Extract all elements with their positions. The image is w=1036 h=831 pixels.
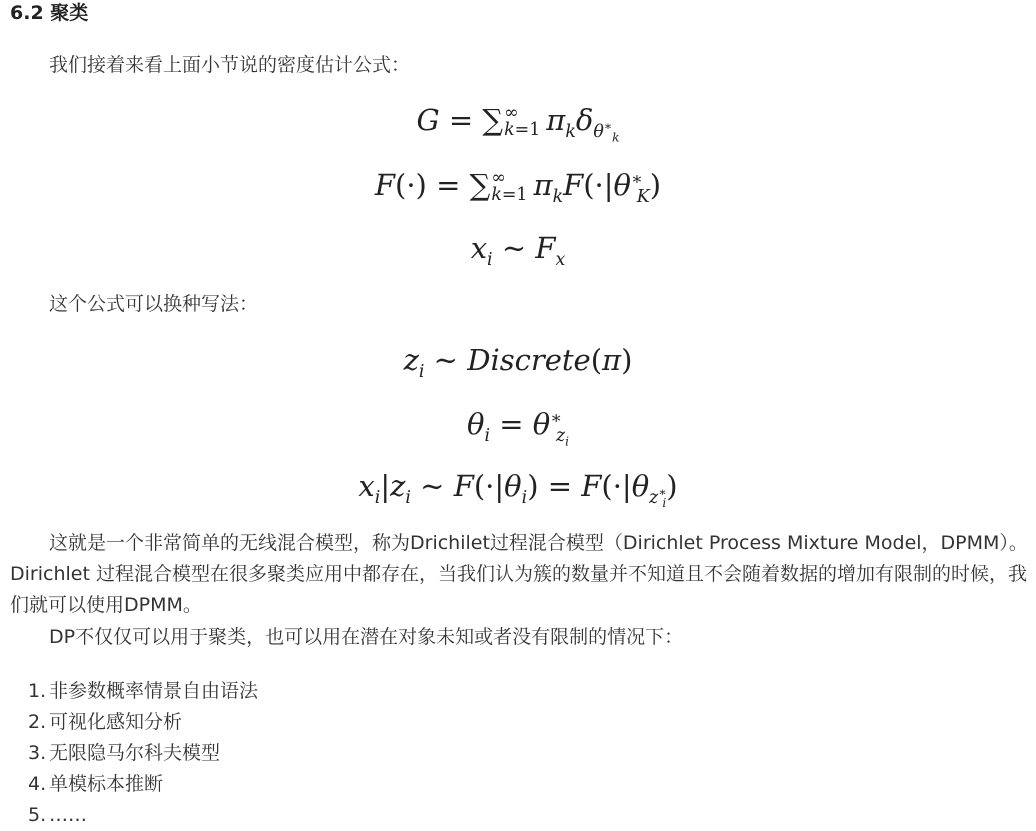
list-item-number: 5. (28, 804, 47, 826)
list-item (28, 800, 258, 831)
formula-g-sum: G = ∑ ∞ k=1 $\pi_k\delta_{\theta^∗_k}$ (416, 103, 620, 145)
list-item-number: 4. (28, 773, 47, 795)
formula-f-sum: F(·) = ∑ ∞ k=1 $\pi_kF(\cdot|\theta^∗_K)$ (374, 168, 662, 207)
list-item-text: 单模标本推断 (49, 773, 164, 795)
list-item-number: 1. (28, 680, 47, 702)
intro-paragraph: 我们接着来看上面小节说的密度估计公式： (49, 54, 411, 76)
list-item-text: …… (49, 804, 87, 826)
formula-x-dist: $x_i$ ∼ $F_x$ (470, 231, 566, 270)
list-item-text: 非参数概率情景自由语法 (49, 680, 259, 702)
list-item (28, 676, 258, 707)
list-item-text: 无限隐马尔科夫模型 (49, 742, 221, 764)
dpmm-description-paragraph: 这就是一个非常简单的无线混合模型，称为Drichilet过程混合模型（Dirichlet Process Mixture Model，DPMM）。Dirichlet 过程混合模型在很多聚类应用中都存在，当我们认为簇的数量并不知道且不会随着数据的增加有限制的时候，我们就可以使用DPMM。 (10, 532, 1028, 616)
formula-x-conditional: $x_i|z_i$ ∼ $F(\cdot|\theta_i) = F(\cdot|\theta_{z^∗_i})$ (358, 469, 678, 511)
uses-list (28, 676, 258, 831)
list-item (28, 738, 258, 769)
section-title: 6.2 聚类 (10, 2, 89, 24)
list-item-number: 3. (28, 742, 47, 764)
list-item-text: 可视化感知分析 (49, 711, 183, 733)
formula-theta-assign: $\theta_i = \theta^∗_{z_i}$ (466, 407, 570, 449)
formula-z-discrete: $z_i$ ∼ Discrete(π) (403, 343, 633, 382)
list-item (28, 769, 258, 800)
list-item-number: 2. (28, 711, 47, 733)
list-item (28, 707, 258, 738)
dp-uses-paragraph: DP不仅仅可以用于聚类，也可以用在潜在对象未知或者没有限制的情况下： (49, 626, 684, 648)
rewrite-paragraph: 这个公式可以换种写法： (49, 293, 259, 315)
